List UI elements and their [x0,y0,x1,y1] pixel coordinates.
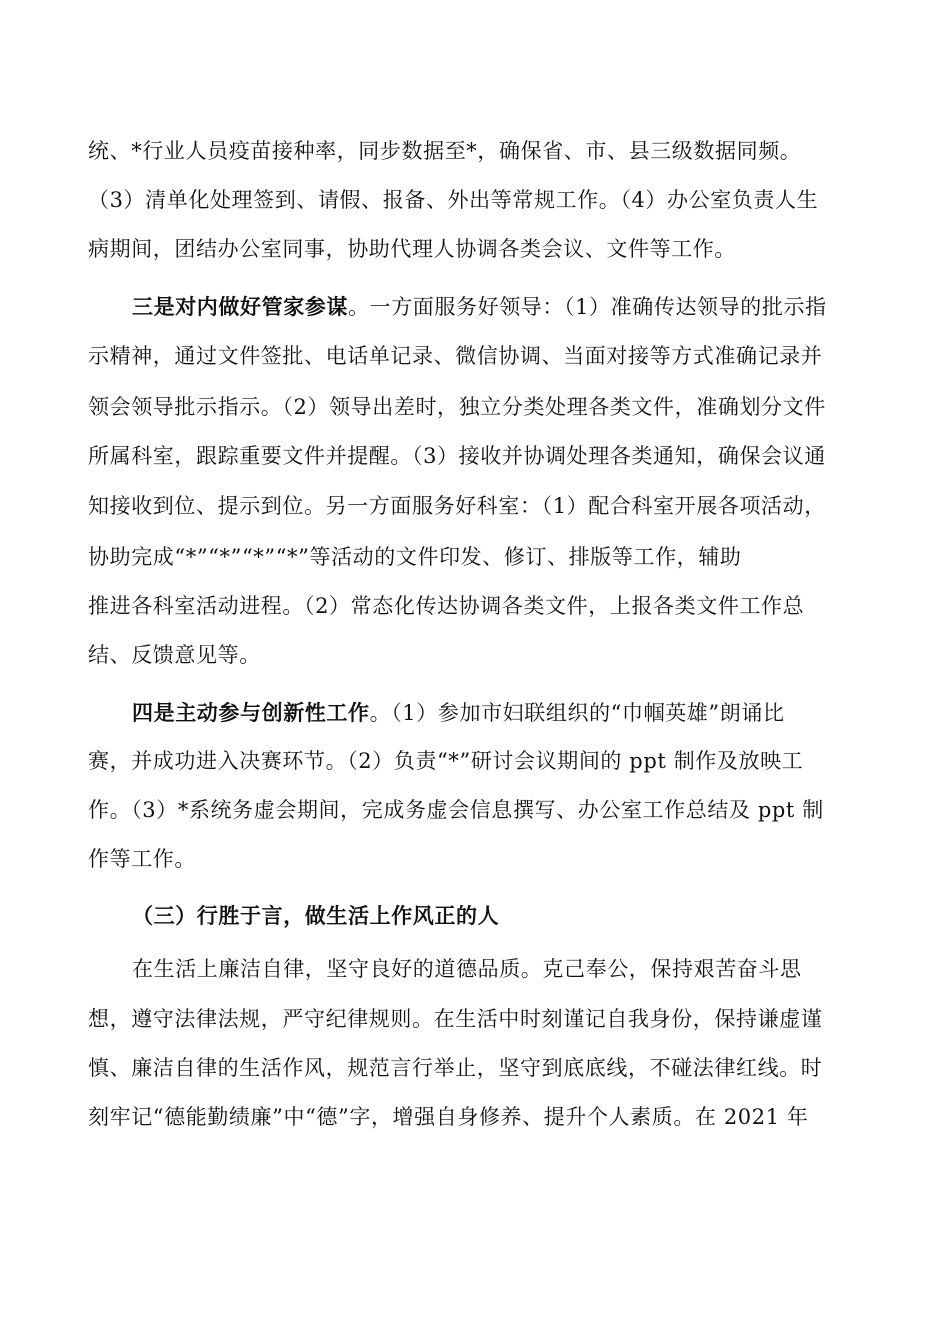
paragraph-line [132,956,802,982]
line-text: 想，遵守法律法规，严守纪律规则。在生活中时刻谨记自我身份，保持谦虚谨 [88,1007,823,1031]
paragraph-line [88,1055,822,1081]
section-heading [132,903,499,929]
paragraph-line [88,1006,822,1032]
line-text: 慎、廉洁自律的生活作风，规范言行举止，坚守到底底线，不碰法律红线。时 [88,1056,823,1080]
line-text: 统、*行业人员疫苗接种率，同步数据至*，确保省、市、县三级数据同频。 [88,139,802,163]
paragraph-line [88,642,261,668]
line-text: 示精神，通过文件签批、电话单记录、微信协调、当面对接等方式准确记录并 [88,344,823,368]
line-text: 刻牢记“德能勤绩廉”中“德”字，增强自身修养、提升个人素质。在 2021 年 [88,1105,809,1129]
paragraph-line [88,1104,809,1130]
paragraph-line [132,294,827,320]
paragraph-line [88,187,818,213]
line-text: 作。（3）*系统务虚会期间，完成务虚会信息撰写、办公室工作总结及 ppt 制 [88,798,824,822]
line-text: 协助完成“*”“*”“*”“*”等活动的文件印发、修订、排版等工作，辅助 [88,545,742,569]
line-text: 在生活上廉洁自律，坚守良好的道德品质。克己奉公，保持艰苦奋斗思 [132,957,802,981]
paragraph-line [88,236,736,262]
paragraph-line [88,343,822,369]
heading-text: （三）行胜于言，做生活上作风正的人 [132,903,500,928]
paragraph-line [88,593,804,619]
line-text: 。一方面服务好领导：（1）准确传达领导的批示指 [348,295,827,319]
paragraph-line [132,700,785,726]
line-text: 。（1）参加市妇联组织的“巾帼英雄”朗诵比 [369,701,785,725]
paragraph-line [88,748,803,774]
line-text: 推进各科室活动进程。（2）常态化传达协调各类文件，上报各类文件工作总 [88,594,805,618]
line-text: 病期间，团结办公室同事，协助代理人协调各类会议、文件等工作。 [88,237,736,261]
paragraph-line [88,846,196,872]
line-text: 领会领导批示指示。（2）领导出差时，独立分类处理各类文件，准确划分文件 [88,395,826,419]
paragraph-line [88,394,826,420]
paragraph-line [88,443,826,469]
paragraph-line [88,138,801,164]
paragraph-lead: 三是对内做好管家参谋 [132,294,348,319]
paragraph-line [88,544,741,570]
line-text: 作等工作。 [88,847,196,871]
paragraph-line [88,493,826,519]
line-text: 所属科室，跟踪重要文件并提醒。（3）接收并协调处理各类通知，确保会议通 [88,444,826,468]
line-text: （3）清单化处理签到、请假、报备、外出等常规工作。（4）办公室负责人生 [88,188,819,212]
paragraph-lead: 四是主动参与创新性工作 [132,700,370,725]
paragraph-line [88,797,824,823]
line-text: 赛，并成功进入决赛环节。（2）负责“*”研讨会议期间的 ppt 制作及放映工 [88,749,804,773]
line-text: 结、反馈意见等。 [88,643,261,667]
line-text: 知接收到位、提示到位。另一方面服务好科室：（1）配合科室开展各项活动， [88,494,826,518]
